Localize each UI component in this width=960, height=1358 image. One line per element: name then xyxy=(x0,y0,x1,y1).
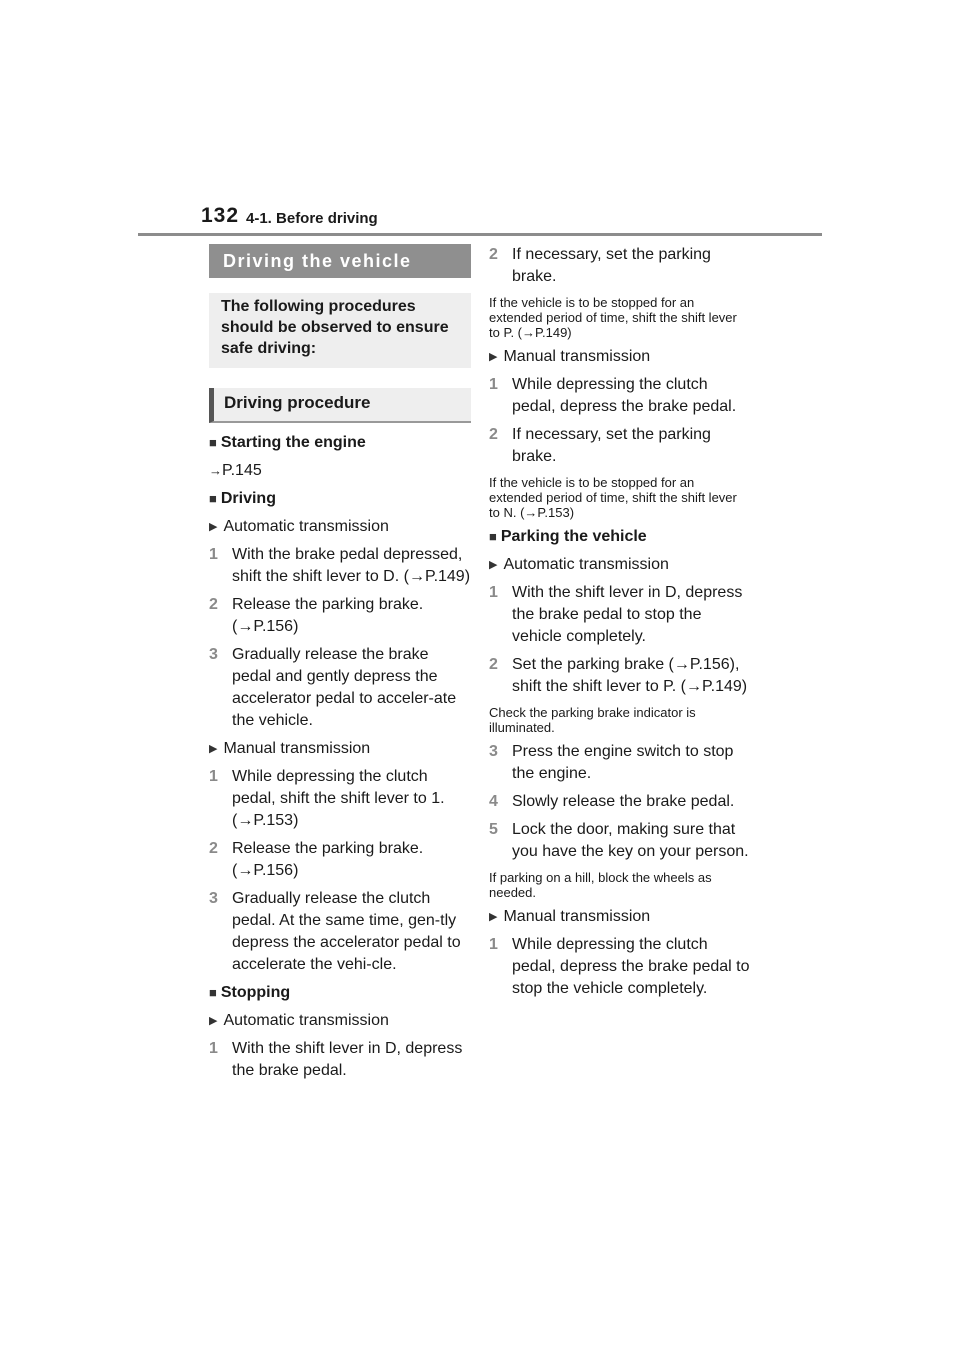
reference-link[interactable]: →P.145 xyxy=(209,462,262,479)
triangle-bullet-icon: ▶ xyxy=(209,521,218,533)
step-item: 1 With the shift lever in D, depress the brake pedal. xyxy=(209,1040,463,1079)
heading-parking: ■ Parking the vehicle xyxy=(489,526,751,548)
step-item: 2 Release the parking brake. (→P.156) xyxy=(209,596,424,635)
transmission-label: ▶ Manual transmission xyxy=(489,906,751,928)
intro-box: The following procedures should be observed to ensure safe driving: xyxy=(209,293,471,368)
step-item: 1 With the shift lever in D, depress the brake pedal to stop the vehicle completely. xyxy=(489,584,743,645)
square-bullet-icon: ■ xyxy=(209,985,217,1000)
note-text: Check the parking brake indicator is illuminated. xyxy=(489,705,696,735)
step-item: 4 Slowly release the brake pedal. xyxy=(489,793,735,810)
step-item: 2 Release the parking brake. (→P.156) xyxy=(209,840,424,879)
transmission-label: ▶ Manual transmission xyxy=(489,346,751,368)
triangle-bullet-icon: ▶ xyxy=(489,559,498,571)
heading-stopping: ■ Stopping xyxy=(209,982,471,1004)
step-item: 2 If necessary, set the parking brake. xyxy=(489,426,711,465)
left-column xyxy=(209,244,471,1082)
header-rule xyxy=(138,233,822,236)
transmission-label: ▶ Automatic transmission xyxy=(209,1010,471,1032)
triangle-bullet-icon: ▶ xyxy=(209,1015,218,1027)
transmission-label: ▶ Manual transmission xyxy=(209,738,471,760)
step-item: 1 While depressing the clutch pedal, depress the brake pedal. xyxy=(489,376,737,415)
note-text: If the vehicle is to be stopped for an extended period of time, shift the shift lever to P. (→P.149) xyxy=(489,295,737,340)
page-number: 132 xyxy=(201,204,240,227)
heading-driving: ■ Driving xyxy=(209,488,471,510)
triangle-bullet-icon: ▶ xyxy=(489,351,498,363)
triangle-bullet-icon: ▶ xyxy=(209,743,218,755)
step-item: 1 While depressing the clutch pedal, depress the brake pedal to stop the vehicle completely. xyxy=(489,936,750,997)
transmission-label: ▶ Automatic transmission xyxy=(489,554,751,576)
subsection-title: Driving procedure xyxy=(209,388,471,423)
section-title: 4-1. Before driving xyxy=(246,210,378,227)
step-item: 1 With the brake pedal depressed, shift the shift lever to D. (→P.149) xyxy=(209,546,471,585)
note-text: If parking on a hill, block the wheels as needed. xyxy=(489,870,712,900)
step-item: 2 If necessary, set the parking brake. xyxy=(489,246,711,285)
step-item: 1 While depressing the clutch pedal, shift the shift lever to 1. (→P.153) xyxy=(209,768,445,829)
arrow-right-icon: → xyxy=(209,463,222,478)
step-item: 2 Set the parking brake (→P.156), shift the shift lever to P. (→P.149) xyxy=(489,656,748,695)
step-item: 3 Gradually release the clutch pedal. At the same time, gen-tly depress the accelerator pedal to accelerate the vehi-cle. xyxy=(209,890,461,973)
square-bullet-icon: ■ xyxy=(489,529,497,544)
step-item: 3 Press the engine switch to stop the engine. xyxy=(489,743,734,782)
heading-starting: ■ Starting the engine xyxy=(209,432,471,454)
section-title-bar: Driving the vehicle xyxy=(209,244,471,278)
right-column xyxy=(489,244,751,1000)
step-item: 3 Gradually release the brake pedal and gently depress the accelerator pedal to acceler-ate the vehicle. xyxy=(209,646,457,729)
step-item: 5 Lock the door, making sure that you have the key on your person. xyxy=(489,821,749,860)
transmission-label: ▶ Automatic transmission xyxy=(209,516,471,538)
square-bullet-icon: ■ xyxy=(209,435,217,450)
triangle-bullet-icon: ▶ xyxy=(489,911,498,923)
note-text: If the vehicle is to be stopped for an extended period of time, shift the shift lever to N. (→P.153) xyxy=(489,475,737,520)
square-bullet-icon: ■ xyxy=(209,491,217,506)
